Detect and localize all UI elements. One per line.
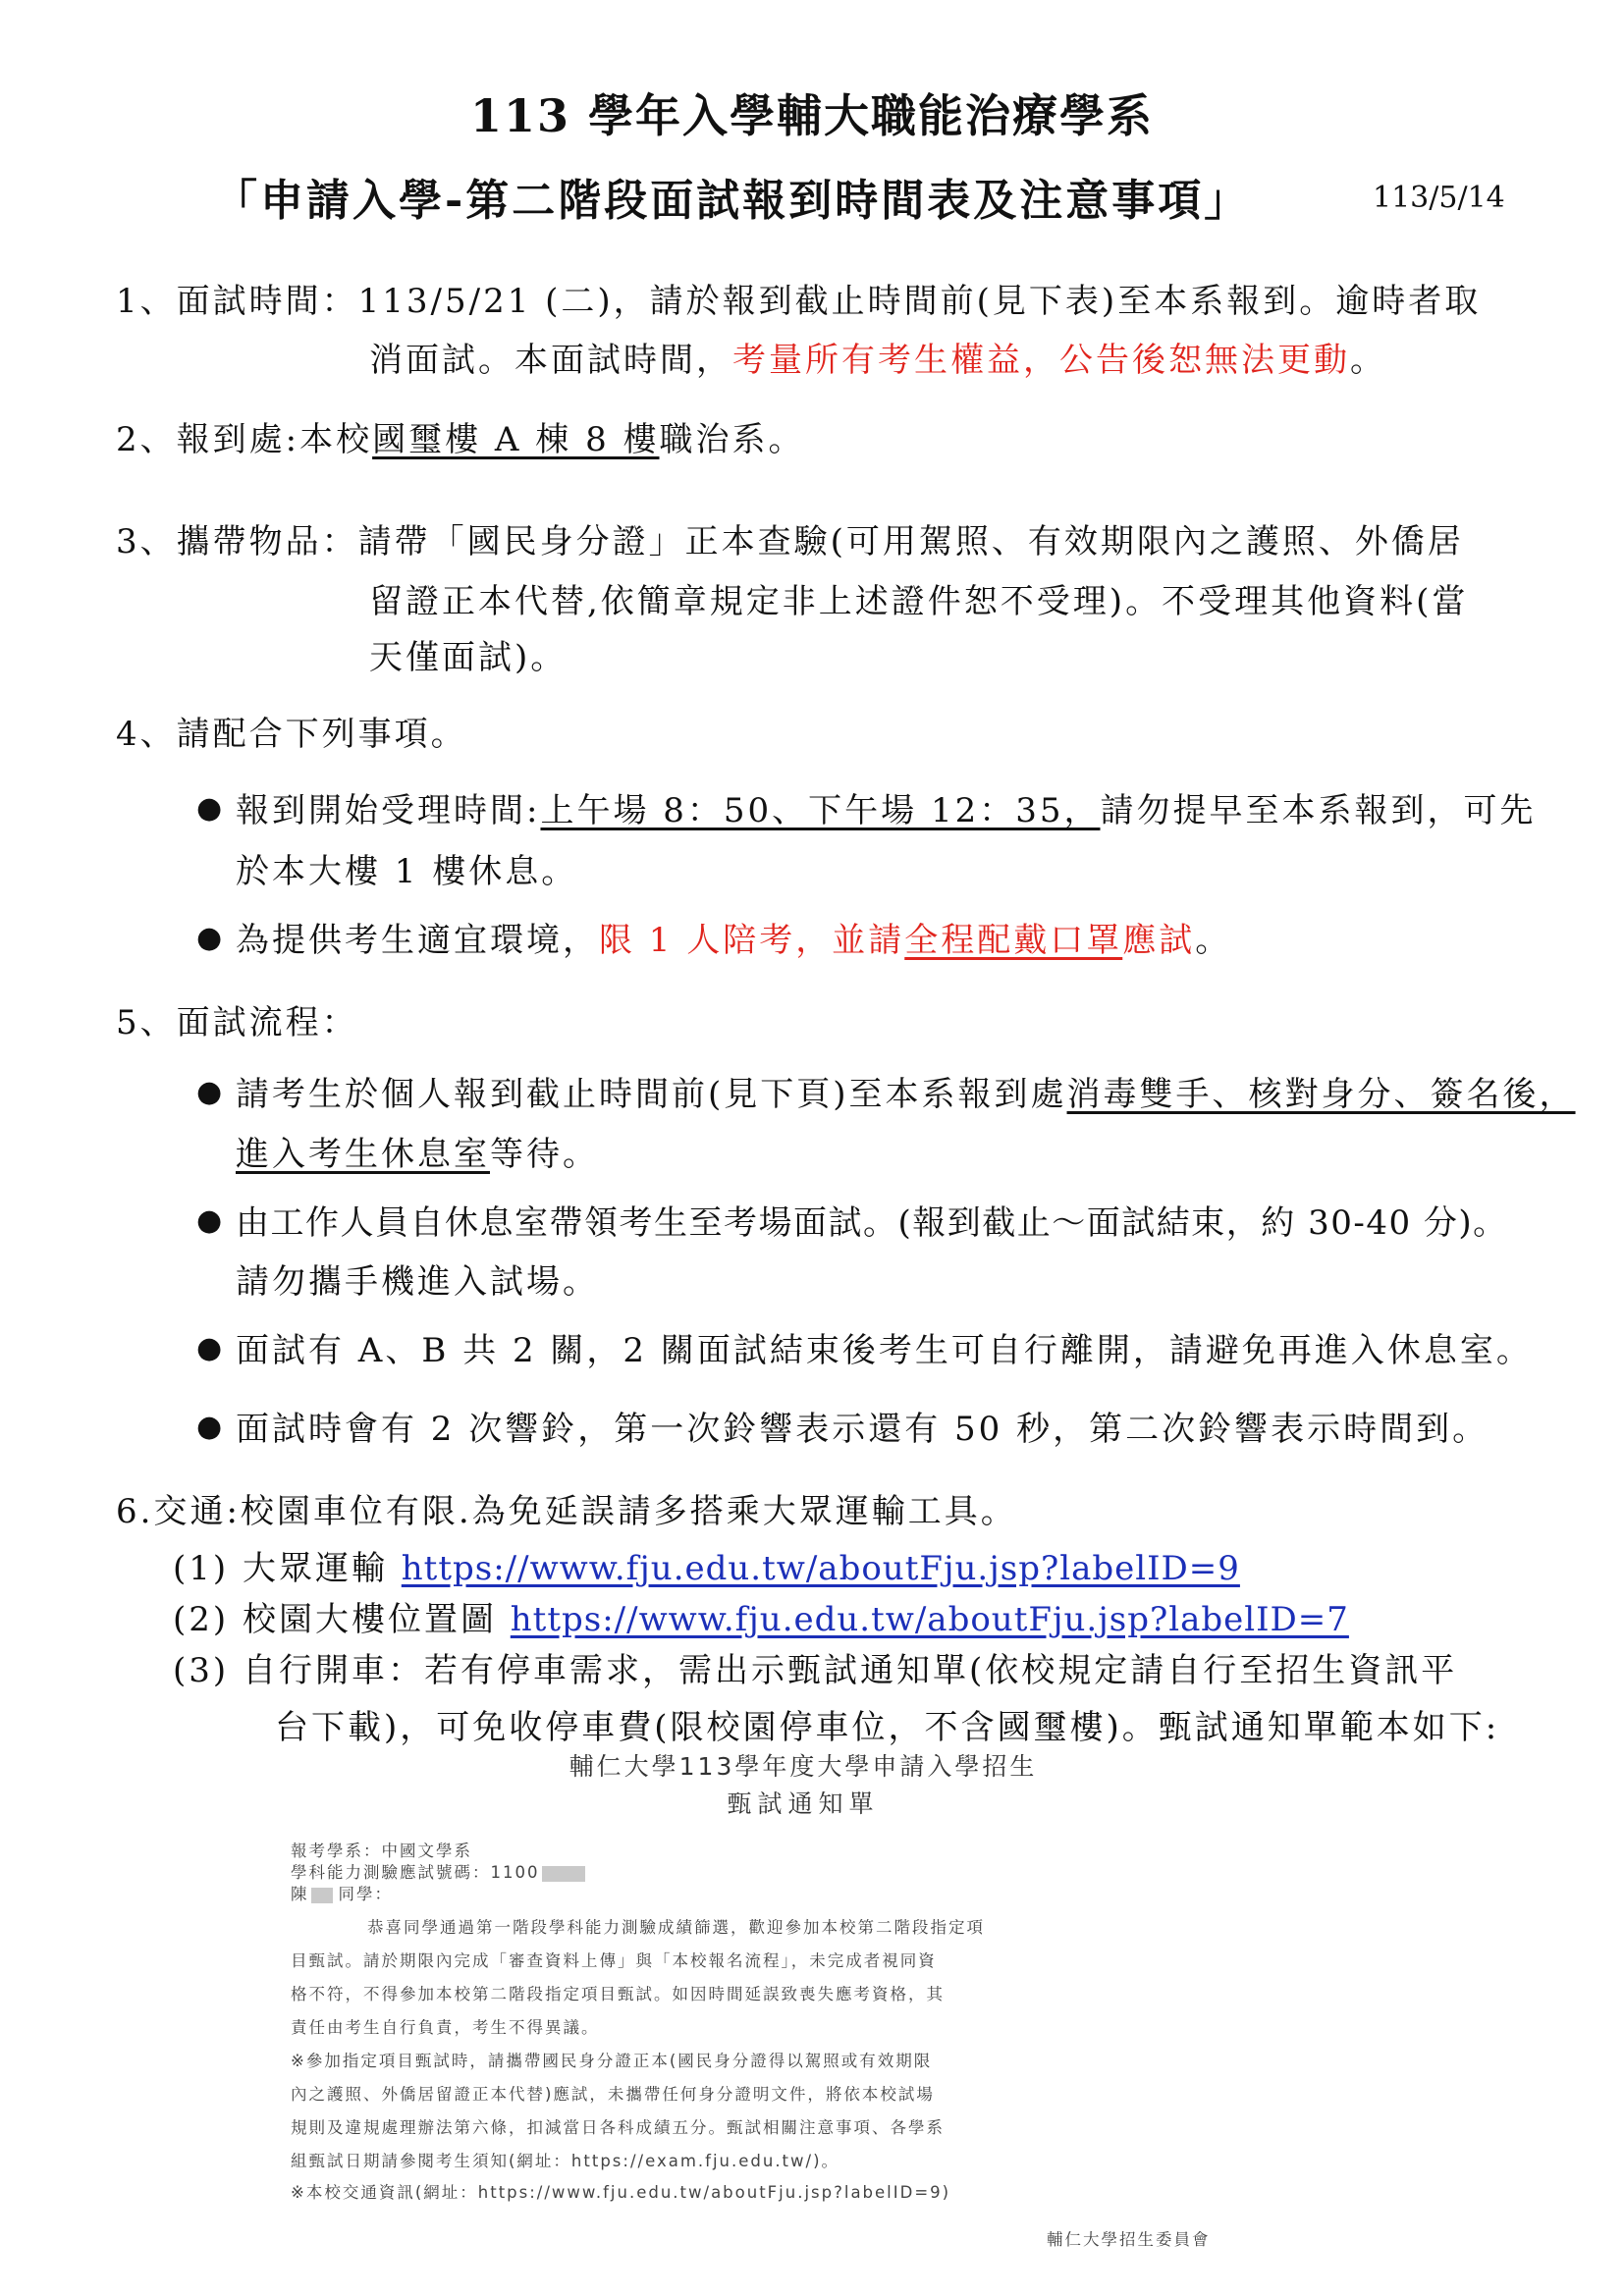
section-1-line-1: 1、面試時間：113/5/21 (二)，請於報到截止時間前(見下表)至本系報到。逾時者取	[116, 282, 1482, 321]
transport-item-3-line-1: (3) 自行開車：若有停車需求，需出示甄試通知單(依校規定請自行至招生資訊平	[173, 1651, 1458, 1690]
section-5-bullet-1-line-2	[236, 1125, 599, 1184]
transport-item-1	[173, 1539, 1240, 1598]
public-transport-label: (1) 大眾運輸	[173, 1549, 388, 1588]
notice-title: 輔仁大學113學年度大學申請入學招生	[568, 1752, 1038, 1781]
bullet-1-suffix: 請勿提早至本系報到，可先	[1100, 791, 1537, 830]
notice-signature: 輔仁大學招生委員會	[1047, 2230, 1211, 2249]
bullet-2-prefix: 為提供考生適宜環境，	[236, 921, 599, 960]
campus-map-link[interactable]: https://www.fju.edu.tw/aboutFju.jsp?labelID=7	[510, 1600, 1349, 1639]
section-5-bullet-3: 面試有 A、B 共 2 關，2 關面試結束後考生可自行離開，請避免再進入休息室。	[236, 1331, 1533, 1370]
notice-paragraph-line: ※參加指定項目甄試時，請攜帶國民身分證正本(國民身分證得以駕照或有效期限	[291, 2052, 933, 2070]
notice-student-name	[291, 1881, 393, 1904]
section-4-bullet-1-line-2: 於本大樓 1 樓休息。	[236, 852, 578, 891]
bullet-1-prefix: 報到開始受理時間:	[236, 791, 541, 830]
notice-paragraph-line: 恭喜同學通過第一階段學科能力測驗成績篩選，歡迎參加本校第二階段指定項	[367, 1918, 985, 1937]
companion-limit: 限 1 人陪考，並請	[599, 921, 905, 960]
bullet-icon: ●	[196, 921, 223, 955]
notice-paragraph-line: 格不符，不得參加本校第二階段指定項目甄試。如因時間延誤致喪失應考資格，其	[291, 1985, 945, 2003]
check-in-steps: 消毒雙手、核對身分、簽名後，	[1066, 1075, 1576, 1114]
page-title: 113 學年入學輔大職能治療學系	[469, 89, 1155, 142]
campus-map-label: (2) 校園大樓位置圖	[173, 1600, 497, 1639]
public-transport-link[interactable]: https://www.fju.edu.tw/aboutFju.jsp?labelID=9	[401, 1549, 1240, 1588]
notice-name-suffix: 同學：	[338, 1885, 393, 1903]
document-date: 113/5/14	[1373, 181, 1505, 215]
check-in-location: 國璽樓 A 棟 8 樓	[372, 420, 660, 459]
notice-paragraph-line: ※本校交通資訊(網址：https://www.fju.edu.tw/aboutFju.jsp?labelID=9)	[291, 2183, 951, 2202]
section-3-line-1: 3、攜帶物品：請帶「國民身分證」正本查驗(可用駕照、有效期限內之護照、外僑居	[116, 522, 1464, 561]
section-1-end: 。	[1350, 341, 1386, 380]
notice-subtitle: 甄試通知單	[727, 1789, 880, 1818]
section-2	[116, 410, 805, 469]
admission-notice-sample	[277, 1747, 1329, 2249]
bullet-1-line-2-suffix: 等待。	[490, 1135, 599, 1174]
section-5-bullet-2-line-2: 請勿攜手機進入試場。	[236, 1262, 599, 1302]
notice-name-prefix: 陳	[291, 1885, 309, 1903]
transport-item-3-line-2: 台下載)，可免收停車費(限校園停車位，不含國璽樓)。甄試通知單範本如下:	[275, 1708, 1500, 1747]
waiting-room: 進入考生休息室	[236, 1135, 490, 1174]
notice-paragraph-line: 組甄試日期請參閱考生須知(網址：https://exam.fju.edu.tw/)。	[291, 2152, 840, 2170]
bullet-2-end: 。	[1195, 921, 1232, 960]
section-5-bullet-1	[236, 1065, 1576, 1124]
notice-paragraph-line: 責任由考生自行負責，考生不得異議。	[291, 2018, 600, 2037]
section-6-heading: 6.交通:校園車位有限.為免延誤請多搭乘大眾運輸工具。	[116, 1492, 1017, 1531]
section-4-bullet-1	[236, 781, 1537, 840]
bullet-2-red-end: 應試	[1122, 921, 1196, 960]
bullet-icon: ●	[196, 1203, 223, 1238]
mask-requirement: 全程配戴口罩	[904, 921, 1123, 960]
section-4-heading: 4、請配合下列事項。	[116, 715, 467, 754]
check-in-times: 上午場 8：50、下午場 12：35，	[540, 791, 1101, 830]
section-4-bullet-2	[236, 911, 1231, 970]
redacted-block	[311, 1888, 333, 1903]
redacted-block	[542, 1866, 585, 1882]
bullet-icon: ●	[196, 1331, 223, 1365]
section-3-line-2: 留證正本代替,依簡章規定非上述證件恕不受理)。不受理其他資料(當	[369, 582, 1469, 621]
transport-item-2	[173, 1590, 1349, 1649]
section-3-line-3: 天僅面試)。	[369, 638, 568, 677]
section-5-bullet-4: 面試時會有 2 次響鈴，第一次鈴響表示還有 50 秒，第二次鈴響表示時間到。	[236, 1410, 1489, 1449]
section-1-line-2	[369, 331, 1386, 390]
notice-exam-number	[291, 1859, 585, 1883]
section-1-text: 消面試。本面試時間，	[369, 341, 732, 380]
notice-paragraph-line: 內之護照、外僑居留證正本代替)應試，未攜帶任何身分證明文件，將依本校試場	[291, 2085, 935, 2104]
bullet-icon: ●	[196, 1410, 223, 1444]
section-5-bullet-2: 由工作人員自休息室帶領考生至考場面試。(報到截止～面試結束，約 30-40 分)。	[236, 1203, 1508, 1243]
notice-paragraph-line: 目甄試。請於期限內完成「審查資料上傳」與「本校報名流程」，未完成者視同資	[291, 1951, 937, 1970]
notice-paragraph-line: 規則及違規處理辦法第六條，扣減當日各科成績五分。甄試相關注意事項、各學系	[291, 2118, 945, 2137]
bullet-1-prefix: 請考生於個人報到截止時間前(見下頁)至本系報到處	[236, 1075, 1067, 1114]
page-subtitle: 「申請入學-第二階段面試報到時間表及注意事項」	[214, 176, 1251, 226]
bullet-icon: ●	[196, 791, 223, 826]
section-1-warning: 考量所有考生權益，公告後恕無法更動	[732, 341, 1350, 380]
notice-department: 報考學系：中國文學系	[291, 1842, 472, 1860]
section-2-suffix: 職治系。	[659, 420, 805, 459]
bullet-icon: ●	[196, 1075, 223, 1109]
section-2-prefix: 2、報到處:本校	[116, 420, 373, 459]
notice-exam-number-text: 學科能力測驗應試號碼：1100	[291, 1863, 540, 1882]
section-5-heading: 5、面試流程：	[116, 1003, 358, 1042]
